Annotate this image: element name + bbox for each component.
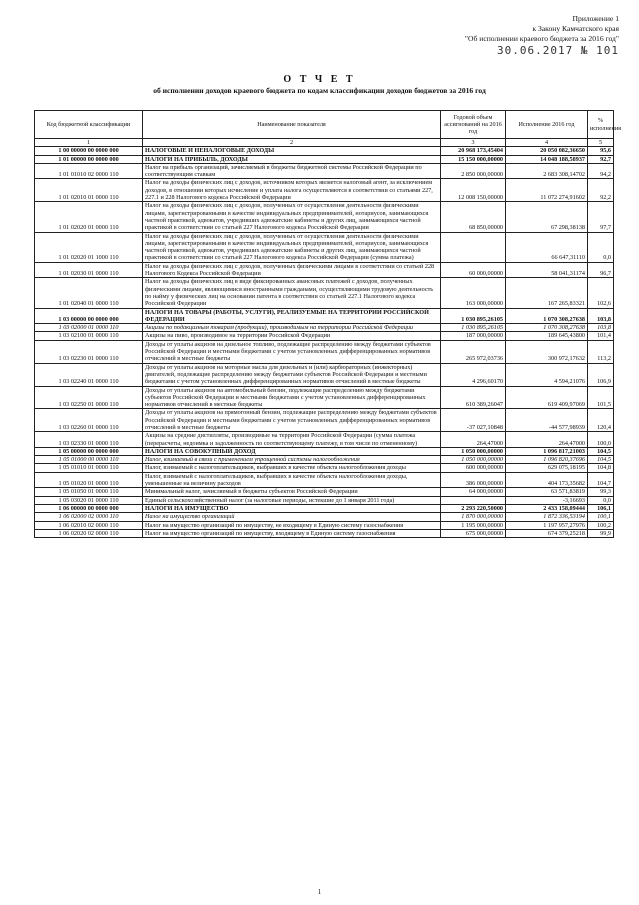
cell-percent: 101,5	[588, 386, 614, 409]
cell-percent: 113,2	[588, 340, 614, 363]
cell-percent: 0,0	[588, 496, 614, 504]
cell-name: Акцизы по подакцизным товарам (продукции), производимым на территории Российской Федерации	[143, 324, 441, 332]
cell-executed: 4 594,21076	[506, 363, 588, 386]
cell-percent: 101,4	[588, 332, 614, 340]
cell-planned: 1 195 000,00000	[441, 521, 506, 529]
header-row	[35, 111, 614, 139]
cell-executed: 2 433 158,09444	[506, 504, 588, 512]
cell-planned	[441, 232, 506, 262]
cell-code: 1 05 01050 01 0000 110	[35, 488, 143, 496]
cell-percent: 99,9	[588, 529, 614, 537]
table-row	[35, 324, 614, 332]
cell-name: Налог на имущество организаций по имуществу, входящему в Единую систему газоснабжения	[143, 529, 441, 537]
table-row	[35, 202, 614, 232]
cell-name: НАЛОГИ НА ТОВАРЫ (РАБОТЫ, УСЛУГИ), РЕАЛИЗУЕМЫЕ НА ТЕРРИТОРИИ РОССИЙСКОЙ ФЕДЕРАЦИИ	[143, 308, 441, 324]
appendix-line-2: к Закону Камчатского края	[532, 24, 619, 33]
cell-name: Налог на имущество организаций	[143, 513, 441, 521]
cell-name: Налог на доходы физических лиц в виде фиксированных авансовых платежей с доходов, полученных физическими лицами, являющимися иностранными гражданами, осуществляющими трудовую деятельность по найму у физических лиц на основании патента в соответствии со статьей 227.1 Налогового кодекса Российской Федерации	[143, 278, 441, 308]
table-row	[35, 472, 614, 488]
cell-name: Акцизы на пиво, производимое на территории Российской Федерации	[143, 332, 441, 340]
cell-executed: 1 197 957,27976	[506, 521, 588, 529]
cell-executed: 2 683 308,14702	[506, 163, 588, 179]
header-code: Код бюджетной классификации	[35, 111, 143, 139]
cell-planned: 60 000,00000	[441, 262, 506, 278]
table-row	[35, 513, 614, 521]
cell-percent: 104,5	[588, 456, 614, 464]
cell-executed: 629 075,18195	[506, 464, 588, 472]
cell-name: Налог на прибыль организаций, зачисляемый в бюджеты бюджетной системы Российской Федерации по соответствующим ставкам	[143, 163, 441, 179]
table-row	[35, 386, 614, 409]
cell-executed: 167 265,83321	[506, 278, 588, 308]
cell-planned: 12 008 150,00000	[441, 179, 506, 202]
column-number: 5	[588, 139, 614, 147]
cell-code: 1 01 02020 01 0000 110	[35, 202, 143, 232]
cell-executed: -3,16693	[506, 496, 588, 504]
table-row	[35, 447, 614, 455]
cell-planned: 68 850,00000	[441, 202, 506, 232]
column-number-row	[35, 139, 614, 147]
cell-name: Налог, взимаемый в связи с применением упрощенной системы налогообложения	[143, 456, 441, 464]
cell-code: 1 01 00000 00 0000 000	[35, 155, 143, 163]
cell-executed: 264,47000	[506, 432, 588, 448]
cell-executed: 1 070 308,27638	[506, 324, 588, 332]
cell-code: 1 05 01020 01 0000 110	[35, 472, 143, 488]
cell-name: Единый сельскохозяйственный налог (за налоговые периоды, истекшие до 1 января 2011 года)	[143, 496, 441, 504]
appendix-line-1: Приложение 1	[572, 14, 619, 23]
cell-code: 1 03 02000 01 0000 110	[35, 324, 143, 332]
cell-executed: 20 050 082,36650	[506, 147, 588, 155]
cell-name: Минимальный налог, зачисляемый в бюджеты субъектов Российской Федерации	[143, 488, 441, 496]
table-row	[35, 155, 614, 163]
cell-percent: 102,6	[588, 278, 614, 308]
cell-name: Налог на доходы физических лиц с доходов, полученных физическими лицами в соответствии со статьей 228 Налогового Кодекса Российской Федерации	[143, 262, 441, 278]
report-title: О Т Ч Е Т	[283, 74, 356, 85]
date-number-stamp: 30.06.2017 № 101	[497, 44, 619, 57]
table-row	[35, 332, 614, 340]
cell-percent: 96,7	[588, 262, 614, 278]
cell-executed: 11 072 274,91602	[506, 179, 588, 202]
cell-executed: 14 048 188,58937	[506, 155, 588, 163]
cell-code: 1 03 00000 00 0000 000	[35, 308, 143, 324]
cell-code: 1 01 02030 01 0000 110	[35, 262, 143, 278]
cell-name: Акцизы на средние дистилляты, производимые на территории Российской Федерации (сумма платежа (перерасчеты, недоимка и задолженность по соответствующему платежу, в том числе по отмененному)	[143, 432, 441, 448]
cell-planned: 163 000,00000	[441, 278, 506, 308]
cell-code: 1 03 02250 01 0000 110	[35, 386, 143, 409]
cell-name: Доходы от уплаты акцизов на прямогонный бензин, подлежащие распределению между бюджетами субъектов Российской Федерации и местными бюджетами с учетом установленных дифференцированных нормативов отчислений в местные бюджеты	[143, 409, 441, 432]
cell-name: Налог, взимаемый с налогоплательщиков, выбравших в качестве объекта налогообложения доходы	[143, 464, 441, 472]
table-row	[35, 409, 614, 432]
cell-percent: 104,5	[588, 447, 614, 455]
cell-executed: 1 070 308,27638	[506, 308, 588, 324]
cell-planned: 610 389,26047	[441, 386, 506, 409]
cell-executed: 1 096 817,21003	[506, 447, 588, 455]
cell-name: Налог на доходы физических лиц с доходов, источником которых является налоговый агент, за исключением доходов, в отношении которых исчисление и уплата налога осуществляются в соответствии со статьями 227, 227.1 и 228 Налогового кодекса Российской Федерации	[143, 179, 441, 202]
cell-planned: 264,47000	[441, 432, 506, 448]
column-number: 4	[506, 139, 588, 147]
cell-percent: 104,8	[588, 464, 614, 472]
page-number: 1	[317, 888, 322, 896]
cell-planned: 675 000,00000	[441, 529, 506, 537]
cell-percent: 104,7	[588, 472, 614, 488]
cell-executed: 58 041,31174	[506, 262, 588, 278]
cell-executed: 619 409,97069	[506, 386, 588, 409]
table-row	[35, 163, 614, 179]
cell-executed: 67 298,38138	[506, 202, 588, 232]
cell-planned: -37 027,10848	[441, 409, 506, 432]
table-row	[35, 340, 614, 363]
table-row	[35, 278, 614, 308]
cell-executed: 1 096 820,37696	[506, 456, 588, 464]
cell-planned: 15 150 000,00000	[441, 155, 506, 163]
cell-code: 1 01 02040 01 0000 110	[35, 278, 143, 308]
cell-planned: 386 000,00000	[441, 472, 506, 488]
cell-executed: 189 645,43800	[506, 332, 588, 340]
cell-executed: 66 647,31110	[506, 232, 588, 262]
cell-percent: 95,6	[588, 147, 614, 155]
cell-name: НАЛОГОВЫЕ И НЕНАЛОГОВЫЕ ДОХОДЫ	[143, 147, 441, 155]
table-row	[35, 529, 614, 537]
cell-name: Доходы от уплаты акцизов на моторные масла для дизельных и (или) карбюраторных (инжекторных) двигателей, подлежащие распределению между бюджетами субъектов Российской Федерации и местными бюджетами с учетом установленных дифференцированных нормативов отчислений в местные бюджеты	[143, 363, 441, 386]
table-row	[35, 464, 614, 472]
cell-percent: 92,7	[588, 155, 614, 163]
table-row	[35, 363, 614, 386]
cell-planned: 4 296,60170	[441, 363, 506, 386]
table-row	[35, 488, 614, 496]
cell-code: 1 01 02010 01 0000 110	[35, 179, 143, 202]
cell-executed: 63 571,83819	[506, 488, 588, 496]
cell-code: 1 05 00000 00 0000 000	[35, 447, 143, 455]
cell-planned: 265 972,03736	[441, 340, 506, 363]
cell-executed: 404 173,35682	[506, 472, 588, 488]
cell-code: 1 03 02260 01 0000 110	[35, 409, 143, 432]
cell-percent: 106,1	[588, 504, 614, 512]
cell-name: Налог на доходы физических лиц с доходов, полученных от осуществления деятельности физическими лицами, зарегистрированными в качестве индивидуальных предпринимателей, нотариусов, занимающихся частной практикой, адвокатов, учредивших адвокатские кабинеты и других лиц, занимающихся частной практикой в соответствии со статьей 227 Налогового кодекса Российской Федерации	[143, 202, 441, 232]
cell-percent: 100,0	[588, 432, 614, 448]
cell-executed: -44 577,98939	[506, 409, 588, 432]
header-executed: Исполнение 2016 год	[506, 111, 588, 139]
cell-executed: 674 379,25218	[506, 529, 588, 537]
cell-percent: 103,8	[588, 324, 614, 332]
cell-planned: 2 850 000,00000	[441, 163, 506, 179]
header-name: Наименование показателя	[143, 111, 441, 139]
cell-code: 1 05 03020 01 0000 110	[35, 496, 143, 504]
cell-percent: 120,4	[588, 409, 614, 432]
header-planned: Годовой объем ассигнований на 2016 год	[441, 111, 506, 139]
report-subtitle: об исполнении доходов краевого бюджета по кодам классификации доходов бюджетов за 2016 год	[153, 86, 486, 95]
appendix-block	[359, 14, 619, 57]
cell-executed: 300 972,17632	[506, 340, 588, 363]
header-percent: % исполнения	[588, 111, 614, 139]
cell-code: 1 03 02330 01 0000 110	[35, 432, 143, 448]
cell-name: Доходы от уплаты акцизов на автомобильный бензин, подлежащие распределению между бюджетами субъектов Российской Федерации и местными бюджетами с учетом установленных дифференцированных нормативов отчислений в местные бюджеты	[143, 386, 441, 409]
cell-percent: 103,8	[588, 308, 614, 324]
cell-percent: 99,3	[588, 488, 614, 496]
cell-code: 1 06 02010 02 0000 110	[35, 521, 143, 529]
cell-name: Налог на имущество организаций по имуществу, не входящему в Единую систему газоснабжения	[143, 521, 441, 529]
cell-name: Налог на доходы физических лиц с доходов, полученных от осуществления деятельности физическими лицами, зарегистрированными в качестве индивидуальных предпринимателей, нотариусов, занимающихся частной практикой, адвокатов, учредивших адвокатские кабинеты и других лиц, занимающихся частной практикой в соответствии со статьей 227 Налогового кодекса Российской Федерации (сумма платежа)	[143, 232, 441, 262]
cell-percent: 106,9	[588, 363, 614, 386]
table-row	[35, 504, 614, 512]
appendix-line-3: "Об исполнении краевого бюджета за 2016 год"	[464, 34, 619, 43]
table-row	[35, 432, 614, 448]
table-row	[35, 232, 614, 262]
cell-code: 1 03 02100 01 0000 110	[35, 332, 143, 340]
cell-name: НАЛОГИ НА СОВОКУПНЫЙ ДОХОД	[143, 447, 441, 455]
cell-code: 1 00 00000 00 0000 000	[35, 147, 143, 155]
cell-code: 1 01 02020 01 1000 110	[35, 232, 143, 262]
table-body	[35, 147, 614, 538]
cell-code: 1 06 00000 00 0000 000	[35, 504, 143, 512]
table-row	[35, 521, 614, 529]
cell-executed: 1 872 336,53194	[506, 513, 588, 521]
cell-code: 1 06 02020 02 0000 110	[35, 529, 143, 537]
table-row	[35, 456, 614, 464]
cell-planned: 1 050 000,00000	[441, 447, 506, 455]
cell-code: 1 03 02230 01 0000 110	[35, 340, 143, 363]
cell-percent: 97,7	[588, 202, 614, 232]
title-block	[0, 74, 639, 96]
cell-percent: 0,0	[588, 232, 614, 262]
cell-planned: 1 050 000,00000	[441, 456, 506, 464]
column-number: 1	[35, 139, 143, 147]
cell-code: 1 05 01010 01 0000 110	[35, 464, 143, 472]
cell-name: НАЛОГИ НА ИМУЩЕСТВО	[143, 504, 441, 512]
cell-code: 1 06 02000 02 0000 110	[35, 513, 143, 521]
cell-percent: 100,2	[588, 521, 614, 529]
cell-planned	[441, 496, 506, 504]
cell-planned: 600 000,00000	[441, 464, 506, 472]
column-number: 2	[143, 139, 441, 147]
cell-name: Налог, взимаемый с налогоплательщиков, выбравших в качестве объекта налогообложения доходы, уменьшенные на величину расходов	[143, 472, 441, 488]
cell-percent: 92,2	[588, 179, 614, 202]
cell-planned: 20 968 173,45404	[441, 147, 506, 155]
cell-code: 1 01 01010 02 0000 110	[35, 163, 143, 179]
cell-planned: 1 870 000,00000	[441, 513, 506, 521]
table-row	[35, 496, 614, 504]
table-row	[35, 308, 614, 324]
cell-percent: 100,1	[588, 513, 614, 521]
cell-percent: 94,2	[588, 163, 614, 179]
table-row	[35, 147, 614, 155]
cell-code: 1 05 01000 00 0000 110	[35, 456, 143, 464]
revenue-table	[34, 110, 621, 538]
cell-name: НАЛОГИ НА ПРИБЫЛЬ, ДОХОДЫ	[143, 155, 441, 163]
table-row	[35, 262, 614, 278]
cell-planned: 1 030 895,26105	[441, 324, 506, 332]
table-row	[35, 179, 614, 202]
cell-planned: 2 293 220,50000	[441, 504, 506, 512]
cell-planned: 187 000,00000	[441, 332, 506, 340]
cell-planned: 64 000,00000	[441, 488, 506, 496]
cell-code: 1 03 02240 01 0000 110	[35, 363, 143, 386]
column-number: 3	[441, 139, 506, 147]
cell-name: Доходы от уплаты акцизов на дизельное топливо, подлежащие распределению между бюджетами субъектов Российской Федерации и местными бюджетами с учетом установленных дифференцированных нормативов отчислений в местные бюджеты	[143, 340, 441, 363]
cell-planned: 1 030 895,26105	[441, 308, 506, 324]
